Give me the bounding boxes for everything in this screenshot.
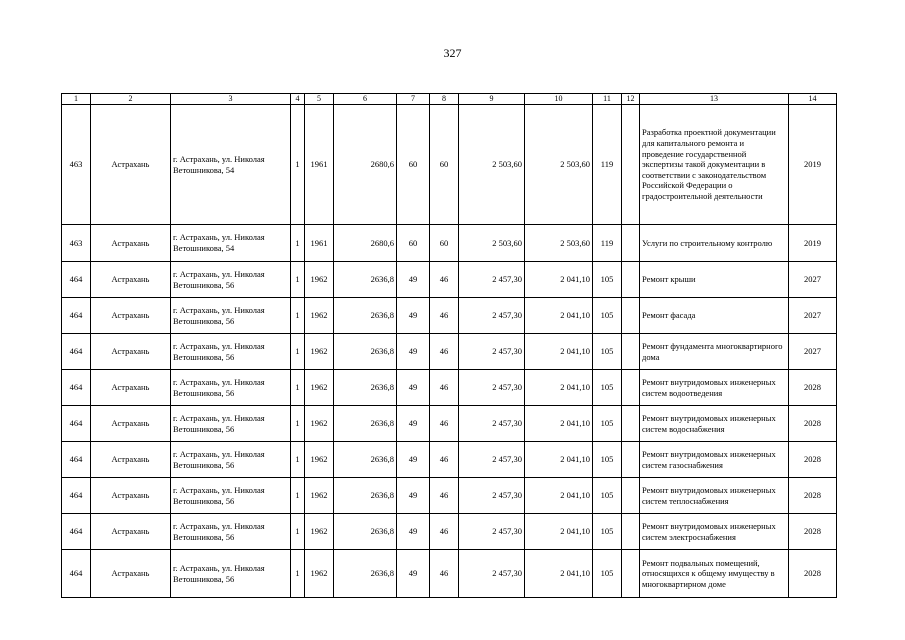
cell-col-7: 49 <box>397 370 430 406</box>
cell-col-14: 2019 <box>789 105 837 225</box>
cell-col-12 <box>622 334 640 370</box>
cell-col-2: Астрахань <box>91 262 171 298</box>
cell-col-6: 2636,8 <box>334 370 397 406</box>
cell-col-5: 1962 <box>305 370 334 406</box>
table-row <box>62 478 837 514</box>
table-row <box>62 105 837 225</box>
cell-col-1: 463 <box>62 225 91 262</box>
cell-col-13: Ремонт внутридомовых инженерных систем водоснабжения <box>640 406 789 442</box>
table-row <box>62 370 837 406</box>
cell-col-1: 463 <box>62 105 91 225</box>
cell-col-4: 1 <box>291 225 305 262</box>
cell-col-1: 464 <box>62 550 91 598</box>
cell-col-2: Астрахань <box>91 105 171 225</box>
cell-col-9: 2 457,30 <box>459 442 525 478</box>
cell-col-10: 2 503,60 <box>525 225 593 262</box>
column-number-header: 4 <box>291 94 305 105</box>
cell-col-14: 2019 <box>789 225 837 262</box>
cell-col-3: г. Астрахань, ул. Николая Ветошникова, 56 <box>171 550 291 598</box>
table-body <box>62 105 837 598</box>
cell-col-1: 464 <box>62 478 91 514</box>
cell-col-14: 2028 <box>789 478 837 514</box>
cell-col-6: 2636,8 <box>334 298 397 334</box>
cell-col-3: г. Астрахань, ул. Николая Ветошникова, 56 <box>171 334 291 370</box>
cell-col-5: 1961 <box>305 105 334 225</box>
cell-col-11: 119 <box>593 225 622 262</box>
cell-col-11: 105 <box>593 478 622 514</box>
cell-col-12 <box>622 262 640 298</box>
cell-col-5: 1961 <box>305 225 334 262</box>
table-row <box>62 334 837 370</box>
cell-col-10: 2 041,10 <box>525 478 593 514</box>
cell-col-8: 46 <box>430 406 459 442</box>
cell-col-9: 2 457,30 <box>459 406 525 442</box>
cell-col-13: Ремонт фундамента многоквартирного дома <box>640 334 789 370</box>
cell-col-2: Астрахань <box>91 550 171 598</box>
cell-col-3: г. Астрахань, ул. Николая Ветошникова, 56 <box>171 370 291 406</box>
cell-col-12 <box>622 442 640 478</box>
cell-col-4: 1 <box>291 262 305 298</box>
cell-col-6: 2636,8 <box>334 262 397 298</box>
cell-col-7: 49 <box>397 442 430 478</box>
cell-col-11: 105 <box>593 334 622 370</box>
cell-col-5: 1962 <box>305 262 334 298</box>
capital-repair-table <box>61 93 837 598</box>
cell-col-1: 464 <box>62 406 91 442</box>
cell-col-10: 2 041,10 <box>525 262 593 298</box>
cell-col-8: 60 <box>430 105 459 225</box>
cell-col-4: 1 <box>291 298 305 334</box>
cell-col-1: 464 <box>62 298 91 334</box>
cell-col-10: 2 041,10 <box>525 406 593 442</box>
cell-col-12 <box>622 105 640 225</box>
cell-col-6: 2636,8 <box>334 442 397 478</box>
column-number-header: 10 <box>525 94 593 105</box>
cell-col-2: Астрахань <box>91 406 171 442</box>
cell-col-13: Разработка проектной документации для капитального ремонта и проведение государственной экспертизы такой документации в соответствии с законодательством Российской Федерации о градостроительной деятельности <box>640 105 789 225</box>
cell-col-4: 1 <box>291 550 305 598</box>
cell-col-6: 2636,8 <box>334 478 397 514</box>
cell-col-8: 46 <box>430 550 459 598</box>
cell-col-10: 2 041,10 <box>525 550 593 598</box>
cell-col-3: г. Астрахань, ул. Николая Ветошникова, 54 <box>171 225 291 262</box>
cell-col-9: 2 457,30 <box>459 298 525 334</box>
cell-col-13: Ремонт внутридомовых инженерных систем теплоснабжения <box>640 478 789 514</box>
cell-col-14: 2028 <box>789 550 837 598</box>
cell-col-12 <box>622 225 640 262</box>
cell-col-10: 2 041,10 <box>525 298 593 334</box>
cell-col-14: 2027 <box>789 334 837 370</box>
cell-col-8: 46 <box>430 478 459 514</box>
cell-col-13: Ремонт крыши <box>640 262 789 298</box>
cell-col-6: 2636,8 <box>334 334 397 370</box>
cell-col-5: 1962 <box>305 478 334 514</box>
cell-col-9: 2 503,60 <box>459 225 525 262</box>
cell-col-5: 1962 <box>305 334 334 370</box>
cell-col-6: 2636,8 <box>334 406 397 442</box>
cell-col-2: Астрахань <box>91 442 171 478</box>
cell-col-3: г. Астрахань, ул. Николая Ветошникова, 54 <box>171 105 291 225</box>
table-row <box>62 298 837 334</box>
cell-col-1: 464 <box>62 262 91 298</box>
cell-col-3: г. Астрахань, ул. Николая Ветошникова, 56 <box>171 406 291 442</box>
cell-col-11: 105 <box>593 442 622 478</box>
cell-col-13: Ремонт внутридомовых инженерных систем водоотведения <box>640 370 789 406</box>
cell-col-4: 1 <box>291 370 305 406</box>
column-number-header: 12 <box>622 94 640 105</box>
cell-col-4: 1 <box>291 442 305 478</box>
cell-col-12 <box>622 298 640 334</box>
column-number-header: 13 <box>640 94 789 105</box>
column-number-header: 8 <box>430 94 459 105</box>
cell-col-5: 1962 <box>305 406 334 442</box>
cell-col-1: 464 <box>62 370 91 406</box>
cell-col-4: 1 <box>291 406 305 442</box>
cell-col-14: 2028 <box>789 442 837 478</box>
cell-col-11: 105 <box>593 550 622 598</box>
cell-col-10: 2 503,60 <box>525 105 593 225</box>
column-number-header: 14 <box>789 94 837 105</box>
cell-col-11: 119 <box>593 105 622 225</box>
cell-col-8: 46 <box>430 514 459 550</box>
cell-col-13: Ремонт подвальных помещений, относящихся к общему имуществу в многоквартирном доме <box>640 550 789 598</box>
cell-col-10: 2 041,10 <box>525 370 593 406</box>
cell-col-10: 2 041,10 <box>525 514 593 550</box>
cell-col-6: 2680,6 <box>334 105 397 225</box>
cell-col-10: 2 041,10 <box>525 334 593 370</box>
cell-col-3: г. Астрахань, ул. Николая Ветошникова, 56 <box>171 478 291 514</box>
cell-col-7: 49 <box>397 406 430 442</box>
cell-col-9: 2 457,30 <box>459 550 525 598</box>
cell-col-5: 1962 <box>305 550 334 598</box>
column-number-header: 5 <box>305 94 334 105</box>
cell-col-13: Ремонт внутридомовых инженерных систем газоснабжения <box>640 442 789 478</box>
cell-col-11: 105 <box>593 370 622 406</box>
cell-col-9: 2 457,30 <box>459 370 525 406</box>
column-number-row <box>62 94 837 105</box>
column-number-header: 2 <box>91 94 171 105</box>
cell-col-11: 105 <box>593 514 622 550</box>
cell-col-1: 464 <box>62 334 91 370</box>
cell-col-8: 46 <box>430 370 459 406</box>
cell-col-3: г. Астрахань, ул. Николая Ветошникова, 56 <box>171 514 291 550</box>
cell-col-7: 49 <box>397 298 430 334</box>
table-row <box>62 262 837 298</box>
cell-col-8: 46 <box>430 262 459 298</box>
cell-col-7: 49 <box>397 262 430 298</box>
cell-col-9: 2 503,60 <box>459 105 525 225</box>
cell-col-14: 2028 <box>789 370 837 406</box>
cell-col-6: 2636,8 <box>334 550 397 598</box>
cell-col-14: 2028 <box>789 514 837 550</box>
cell-col-2: Астрахань <box>91 514 171 550</box>
column-number-header: 3 <box>171 94 291 105</box>
cell-col-12 <box>622 406 640 442</box>
column-number-header: 1 <box>62 94 91 105</box>
cell-col-13: Ремонт внутридомовых инженерных систем электроснабжения <box>640 514 789 550</box>
cell-col-11: 105 <box>593 298 622 334</box>
table-row <box>62 514 837 550</box>
cell-col-1: 464 <box>62 514 91 550</box>
page-number: 327 <box>443 46 462 60</box>
cell-col-2: Астрахань <box>91 225 171 262</box>
cell-col-5: 1962 <box>305 442 334 478</box>
cell-col-3: г. Астрахань, ул. Николая Ветошникова, 56 <box>171 442 291 478</box>
cell-col-12 <box>622 550 640 598</box>
table-row <box>62 406 837 442</box>
cell-col-8: 46 <box>430 298 459 334</box>
cell-col-14: 2027 <box>789 262 837 298</box>
cell-col-3: г. Астрахань, ул. Николая Ветошникова, 56 <box>171 262 291 298</box>
table-row <box>62 550 837 598</box>
cell-col-1: 464 <box>62 442 91 478</box>
cell-col-11: 105 <box>593 406 622 442</box>
cell-col-9: 2 457,30 <box>459 262 525 298</box>
cell-col-7: 49 <box>397 334 430 370</box>
cell-col-3: г. Астрахань, ул. Николая Ветошникова, 56 <box>171 298 291 334</box>
cell-col-9: 2 457,30 <box>459 514 525 550</box>
cell-col-2: Астрахань <box>91 334 171 370</box>
cell-col-2: Астрахань <box>91 478 171 514</box>
table-row <box>62 225 837 262</box>
cell-col-5: 1962 <box>305 514 334 550</box>
cell-col-8: 60 <box>430 225 459 262</box>
cell-col-12 <box>622 370 640 406</box>
cell-col-4: 1 <box>291 105 305 225</box>
cell-col-8: 46 <box>430 334 459 370</box>
cell-col-14: 2028 <box>789 406 837 442</box>
column-number-header: 7 <box>397 94 430 105</box>
cell-col-13: Ремонт фасада <box>640 298 789 334</box>
cell-col-2: Астрахань <box>91 370 171 406</box>
cell-col-6: 2636,8 <box>334 514 397 550</box>
cell-col-9: 2 457,30 <box>459 334 525 370</box>
cell-col-4: 1 <box>291 478 305 514</box>
cell-col-4: 1 <box>291 514 305 550</box>
cell-col-7: 49 <box>397 514 430 550</box>
cell-col-4: 1 <box>291 334 305 370</box>
cell-col-13: Услуги по строительному контролю <box>640 225 789 262</box>
table-row <box>62 442 837 478</box>
cell-col-8: 46 <box>430 442 459 478</box>
cell-col-7: 49 <box>397 478 430 514</box>
column-number-header: 6 <box>334 94 397 105</box>
cell-col-12 <box>622 478 640 514</box>
cell-col-10: 2 041,10 <box>525 442 593 478</box>
cell-col-7: 49 <box>397 550 430 598</box>
cell-col-2: Астрахань <box>91 298 171 334</box>
cell-col-14: 2027 <box>789 298 837 334</box>
cell-col-6: 2680,6 <box>334 225 397 262</box>
cell-col-9: 2 457,30 <box>459 478 525 514</box>
cell-col-12 <box>622 514 640 550</box>
cell-col-7: 60 <box>397 225 430 262</box>
cell-col-11: 105 <box>593 262 622 298</box>
cell-col-7: 60 <box>397 105 430 225</box>
column-number-header: 9 <box>459 94 525 105</box>
column-number-header: 11 <box>593 94 622 105</box>
cell-col-5: 1962 <box>305 298 334 334</box>
